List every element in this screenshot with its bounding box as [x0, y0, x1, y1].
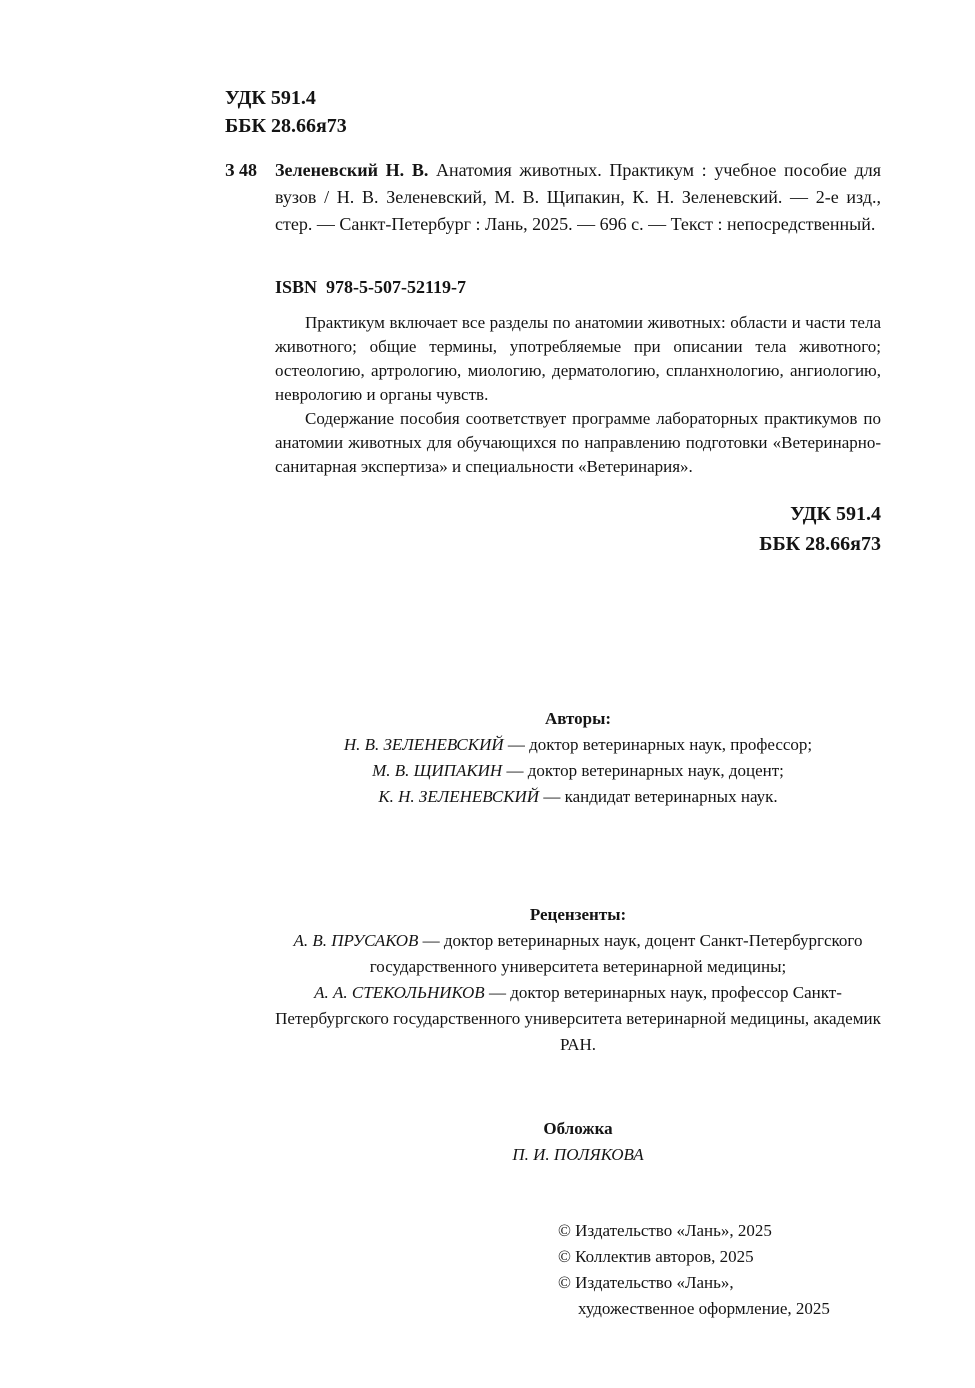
bbk-code-top: ББК 28.66я73 — [225, 115, 347, 137]
reviewer-desc: — доктор ветеринарных наук, доцент Санкт-Петербургского государственного университета ветеринарной медицины; — [369, 931, 863, 976]
udk-code-top: УДК 591.4 — [225, 87, 316, 109]
catalog-author: Зеленевский Н. В. — [275, 160, 429, 180]
copyright-line: © Издательство «Лань», 2025 — [558, 1221, 772, 1240]
reviewer-name: А. А. СТЕКОЛЬНИКОВ — [314, 983, 485, 1002]
authors-block — [275, 706, 881, 810]
classification-codes-right — [275, 499, 881, 559]
catalog-entry — [275, 157, 881, 238]
bbk-code-right: ББК 28.66я73 — [759, 533, 881, 555]
isbn: ISBN 978-5-507-52119-7 — [275, 277, 467, 297]
catalog-entry-text: Анатомия животных. Практикум : учебное пособие для вузов / Н. В. Зеленевский, М. В. Щипакин, К. Н. Зеленевский. — 2-е изд., стер. — Санкт-Петербург : Лань, 2025. — 696 с. — Текст : непосредственный. — [275, 160, 881, 234]
classification-codes-top — [225, 84, 347, 140]
cover-block — [275, 1116, 881, 1168]
cover-designer-name: П. И. ПОЛЯКОВА — [512, 1145, 644, 1164]
author-item — [275, 758, 881, 784]
author-desc: — доктор ветеринарных наук, доцент; — [502, 761, 784, 780]
annotation-paragraph-2: Содержание пособия соответствует программе лабораторных практикумов по анатомии животных для обучающихся по направлению подготовки «Ветеринарно-санитарная экспертиза» и специальности «Ветеринария». — [275, 409, 881, 476]
reviewers-block — [275, 902, 881, 1058]
author-name: Н. В. ЗЕЛЕНЕВСКИЙ — [343, 735, 504, 754]
annotation — [275, 311, 881, 479]
catalog-code: З 48 — [225, 160, 258, 180]
author-name: К. Н. ЗЕЛЕНЕВСКИЙ — [378, 787, 540, 806]
reviewer-item — [275, 928, 881, 980]
cover-heading: Обложка — [543, 1119, 613, 1138]
reviewer-item — [275, 980, 881, 1058]
authors-heading: Авторы: — [544, 709, 612, 728]
author-name: М. В. ЩИПАКИН — [372, 761, 503, 780]
author-desc: — кандидат ветеринарных наук. — [539, 787, 778, 806]
annotation-paragraph-1: Практикум включает все разделы по анатомии животных: области и части тела животного; общие термины, употребляемые при описании тела животного; остеологию, артрологию, миологию, дерматологию, спланхнологию, ангиологию, неврологию и органы чувств. — [275, 313, 881, 404]
copyright-line: © Издательство «Лань», — [558, 1273, 734, 1292]
copyright-line: художественное оформление, 2025 — [578, 1299, 830, 1318]
reviewers-heading: Рецензенты: — [529, 905, 627, 924]
reviewer-desc: — доктор ветеринарных наук, профессор Санкт-Петербургского государственного университета ветеринарной медицины, академик РАН. — [275, 983, 881, 1054]
catalog-entry-block — [225, 157, 881, 238]
author-item — [275, 784, 881, 810]
reviewer-name: А. В. ПРУСАКОВ — [293, 931, 419, 950]
copyright-line: © Коллектив авторов, 2025 — [558, 1247, 754, 1266]
author-desc: — доктор ветеринарных наук, профессор; — [503, 735, 813, 754]
author-item — [275, 732, 881, 758]
copyright-block — [558, 1218, 830, 1322]
udk-code-right: УДК 591.4 — [790, 503, 881, 525]
